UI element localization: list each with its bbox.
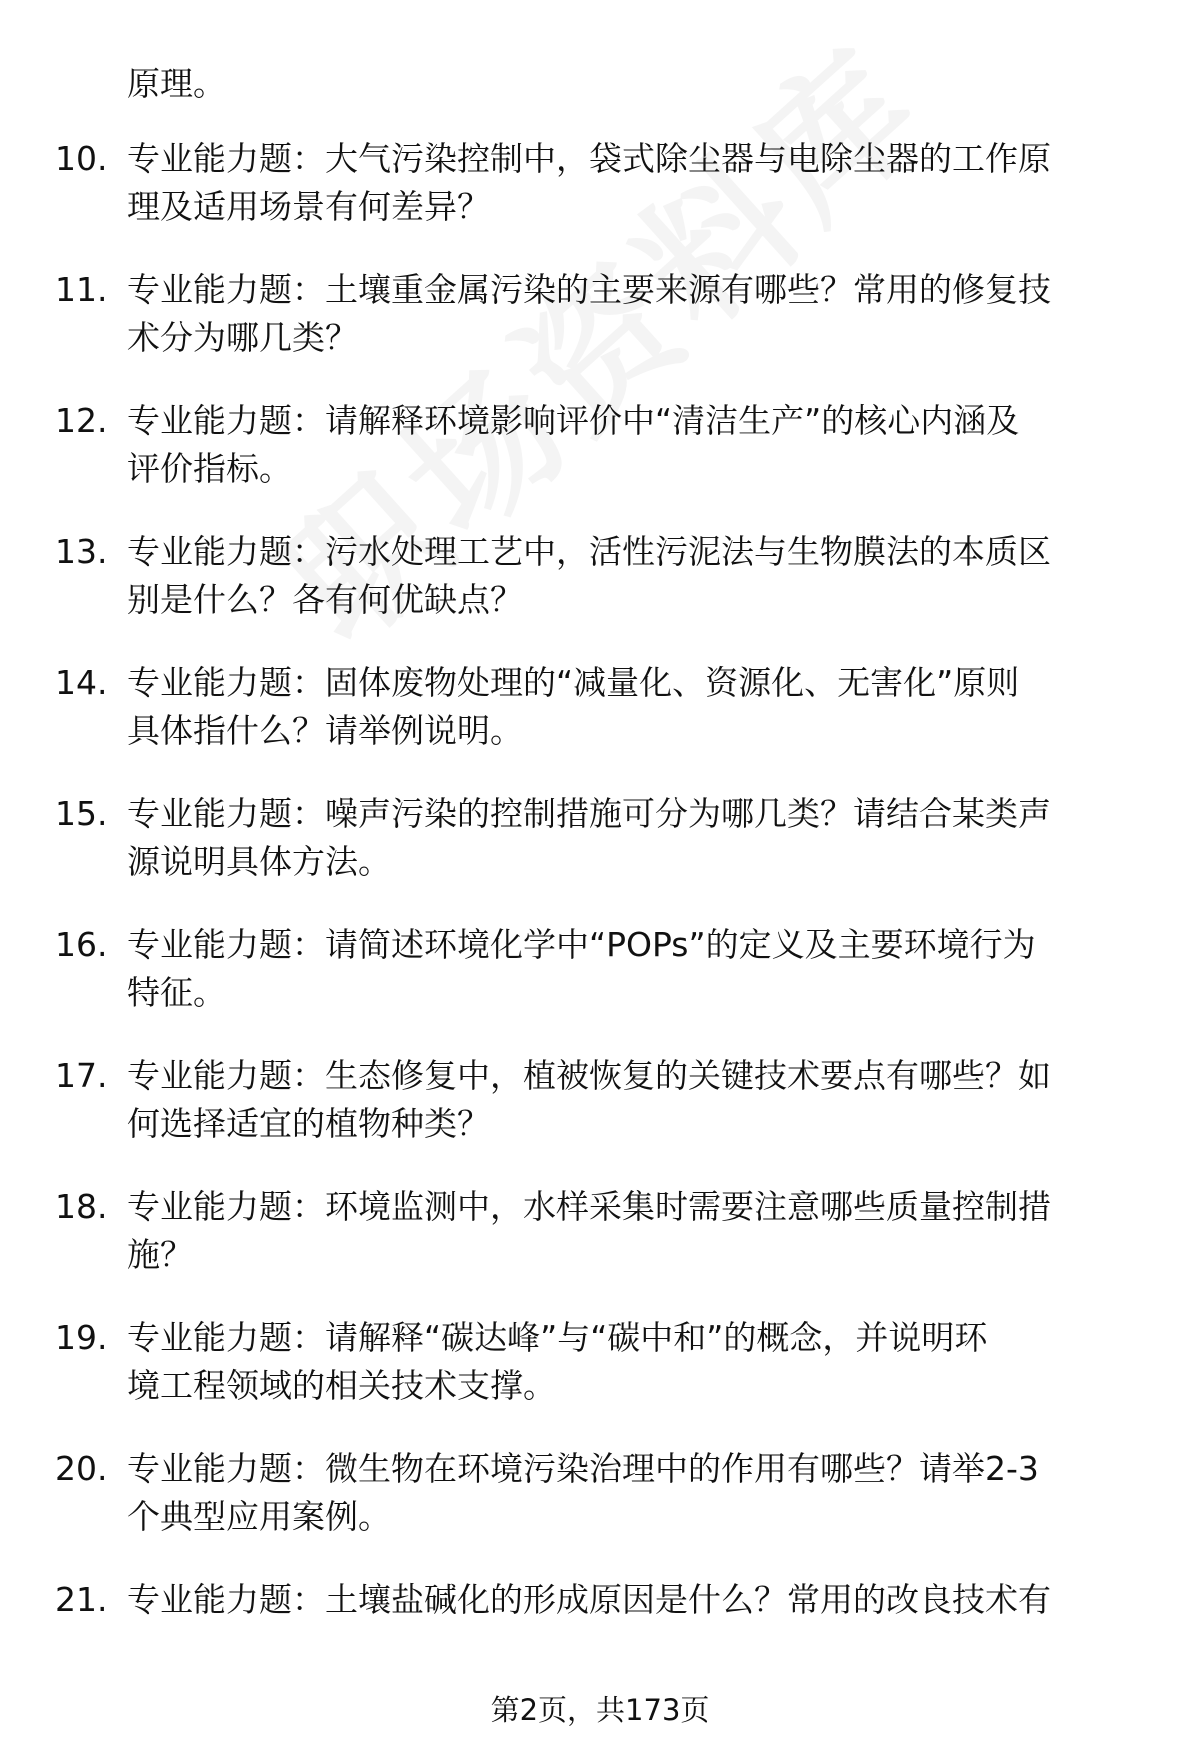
- question-number: 13.: [55, 532, 108, 571]
- question-line: 专业能力题：生态修复中，植被恢复的关键技术要点有哪些？如: [127, 1056, 1051, 1095]
- page-footer: 第2页，共173页: [490, 1693, 710, 1727]
- question-line: 术分为哪几类？: [127, 318, 358, 357]
- question-line: 施？: [127, 1235, 193, 1274]
- question-line: 专业能力题：环境监测中，水样采集时需要注意哪些质量控制措: [127, 1187, 1051, 1226]
- question-text: [127, 1052, 1147, 1148]
- question-text: [127, 528, 1147, 624]
- question-line: 专业能力题：污水处理工艺中，活性污泥法与生物膜法的本质区: [127, 532, 1051, 571]
- question-text: [127, 1576, 1147, 1624]
- question-number: 18.: [55, 1187, 108, 1226]
- question-line: 专业能力题：请解释环境影响评价中“清洁生产”的核心内涵及: [127, 401, 1020, 440]
- question-number: 14.: [55, 663, 108, 702]
- question-line: 专业能力题：土壤重金属污染的主要来源有哪些？常用的修复技: [127, 270, 1051, 309]
- question-number: 12.: [55, 401, 108, 440]
- question-line: 专业能力题：大气污染控制中，袋式除尘器与电除尘器的工作原: [127, 139, 1051, 178]
- question-number: 17.: [55, 1056, 108, 1095]
- question-line: 专业能力题：请解释“碳达峰”与“碳中和”的概念，并说明环: [127, 1318, 988, 1357]
- question-line: 理及适用场景有何差异？: [127, 187, 490, 226]
- question-line: 个典型应用案例。: [127, 1497, 391, 1536]
- question-text: [127, 135, 1147, 231]
- question-number: 16.: [55, 925, 108, 964]
- question-line: 源说明具体方法。: [127, 842, 391, 881]
- question-line: 特征。: [127, 973, 226, 1012]
- question-line: 境工程领域的相关技术支撑。: [127, 1366, 556, 1405]
- question-text: [127, 1183, 1147, 1279]
- question-text: [127, 1314, 1147, 1410]
- question-number: 19.: [55, 1318, 108, 1357]
- question-line: 专业能力题：噪声污染的控制措施可分为哪几类？请结合某类声: [127, 794, 1051, 833]
- question-number: 20.: [55, 1449, 108, 1488]
- question-number: 11.: [55, 270, 108, 309]
- continued-text: 原理。: [127, 64, 226, 103]
- question-text: [127, 1445, 1147, 1541]
- question-number: 10.: [55, 139, 108, 178]
- question-text: [127, 790, 1147, 886]
- question-line: 别是什么？各有何优缺点？: [127, 580, 523, 619]
- question-line: 何选择适宜的植物种类？: [127, 1104, 490, 1143]
- question-line: 专业能力题：请简述环境化学中“POPs”的定义及主要环境行为: [127, 925, 1036, 964]
- question-line: 专业能力题：土壤盐碱化的形成原因是什么？常用的改良技术有: [127, 1580, 1051, 1619]
- question-text: [127, 921, 1147, 1017]
- question-text: [127, 659, 1147, 755]
- question-line: 评价指标。: [127, 449, 292, 488]
- question-line: 专业能力题：固体废物处理的“减量化、资源化、无害化”原则: [127, 663, 1020, 702]
- question-text: [127, 397, 1147, 493]
- question-number: 15.: [55, 794, 108, 833]
- question-line: 专业能力题：微生物在环境污染治理中的作用有哪些？请举2-3: [127, 1449, 1039, 1488]
- question-text: [127, 266, 1147, 362]
- question-line: 具体指什么？请举例说明。: [127, 711, 523, 750]
- question-number: 21.: [55, 1580, 108, 1619]
